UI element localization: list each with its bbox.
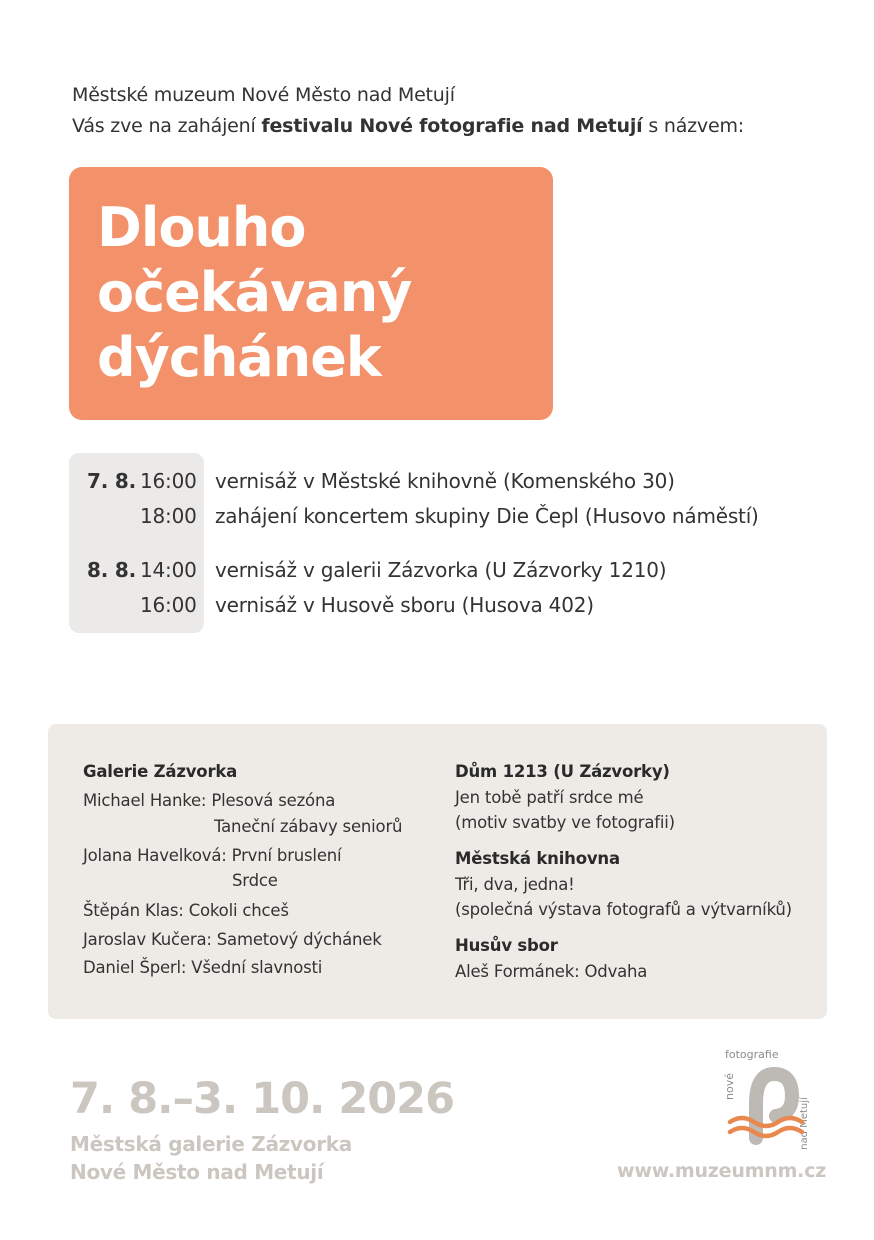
schedule-text-2: zahájení koncertem skupiny Die Čepl (Husovo náměstí) (215, 504, 759, 528)
schedule-date-3: 8. 8. (87, 558, 136, 582)
title-line-1: Dlouho (97, 196, 306, 259)
schedule-time-1: 16:00 (140, 469, 197, 493)
schedule-time-3: 14:00 (140, 558, 197, 582)
logo-left-text: nové (722, 1073, 736, 1100)
title-line-3: dýchánek (97, 326, 381, 389)
intro-line-2-pre: Vás zve na zahájení (72, 115, 262, 137)
panel-right-line-1-2: (motiv svatby ve fotografii) (455, 813, 675, 832)
schedule-text-4: vernisáž v Husově sboru (Husova 402) (215, 593, 594, 617)
panel-right-heading-2: Městská knihovna (455, 849, 620, 868)
website-link[interactable]: www.muzeumnm.cz (617, 1160, 827, 1182)
intro-line-2 (72, 111, 744, 142)
intro-text (72, 80, 744, 142)
panel-right-line-2-1: Tři, dva, jedna! (455, 875, 575, 894)
panel-left-line-4: Srdce (232, 871, 278, 890)
schedule-text-3: vernisáž v galerii Zázvorka (U Zázvorky 1210) (215, 558, 667, 582)
panel-right-line-2-2: (společná výstava fotografů a výtvarníků) (455, 900, 792, 919)
panel-left-line-3: Jolana Havelková: První bruslení (83, 846, 342, 865)
panel-left-line-1: Michael Hanke: Plesová sezóna (83, 791, 336, 810)
logo-right-text: nad Metují (798, 1097, 810, 1150)
schedule-time-4: 16:00 (140, 593, 197, 617)
panel-left-line-5: Štěpán Klas: Cokoli chceš (83, 901, 289, 920)
schedule-text-1: vernisáž v Městské knihovně (Komenského 30) (215, 469, 675, 493)
title-box (69, 167, 553, 420)
title-line-2: očekávaný (97, 261, 412, 324)
venue-line-1: Městská galerie Zázvorka (70, 1132, 352, 1156)
panel-right-line-3-1: Aleš Formánek: Odvaha (455, 962, 648, 981)
logo-mark-icon (726, 1064, 806, 1149)
panel-right-line-1-1: Jen tobě patří srdce mé (455, 788, 644, 807)
panel-left-line-2: Taneční zábavy seniorů (214, 817, 403, 836)
nove-fotografie-logo-icon (722, 1048, 822, 1158)
intro-line-1: Městské muzeum Nové Město nad Metují (72, 84, 455, 106)
panel-right-heading-1: Dům 1213 (U Zázvorky) (455, 762, 670, 781)
schedule-time-2: 18:00 (140, 504, 197, 528)
festival-dates: 7. 8.–3. 10. 2026 (70, 1074, 455, 1124)
panel-left-line-7: Daniel Šperl: Všední slavnosti (83, 958, 323, 977)
festival-name: festivalu Nové fotografie nad Metují (261, 115, 643, 137)
venue-line-2: Nové Město nad Metují (70, 1160, 324, 1184)
panel-left-line-6: Jaroslav Kučera: Sametový dýchánek (83, 930, 382, 949)
panel-left-heading: Galerie Zázvorka (83, 762, 238, 781)
intro-line-2-post: s názvem: (642, 115, 744, 137)
logo-top-text: fotografie (725, 1048, 779, 1061)
panel-right-heading-3: Husův sbor (455, 936, 558, 955)
schedule-date-1: 7. 8. (87, 469, 136, 493)
